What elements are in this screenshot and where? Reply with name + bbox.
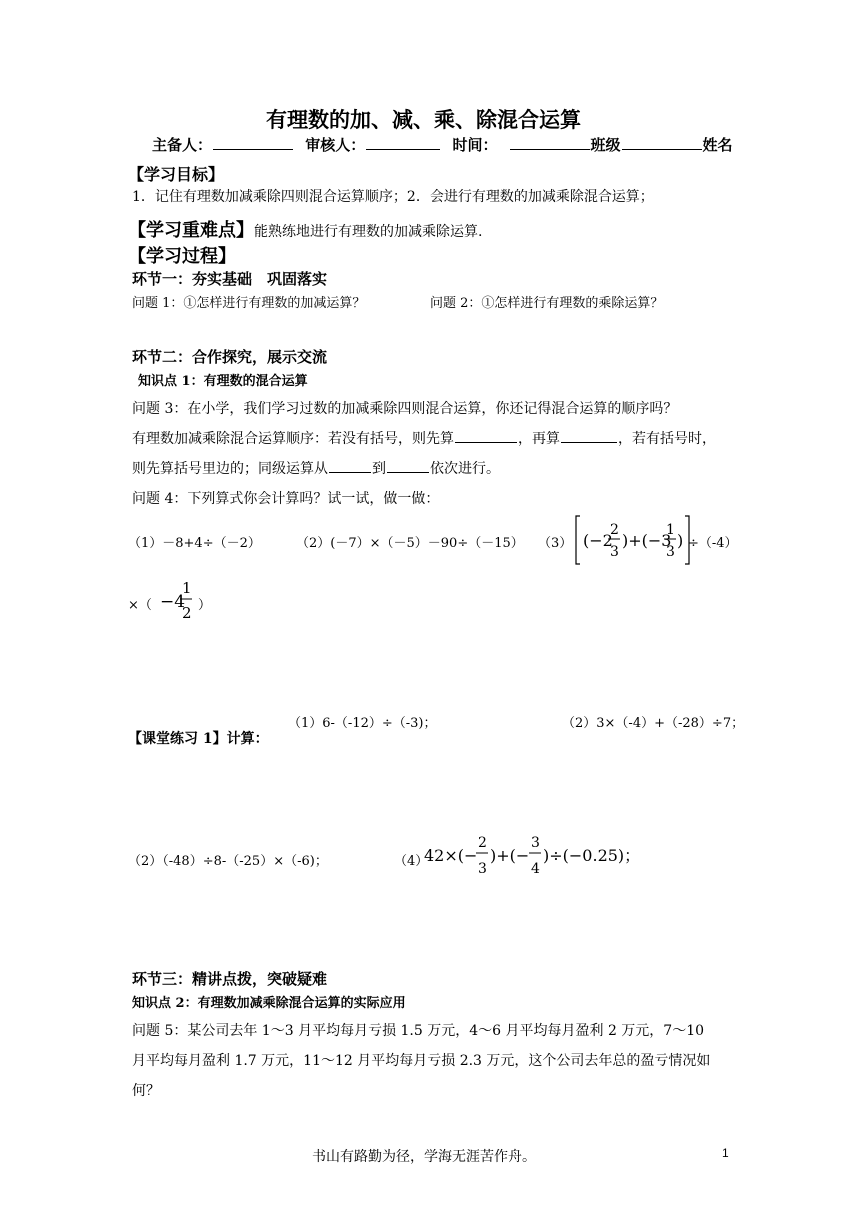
practice-heading: 【课堂练习 1】计算：	[128, 731, 269, 747]
key-points	[128, 216, 482, 242]
svg-text:42×(−: 42×(−	[424, 846, 478, 865]
order2-blank-1	[329, 458, 371, 473]
section2-heading: 环节二：合作探究，展示交流	[132, 348, 328, 366]
svg-text:)+(−3: )+(−3	[622, 531, 672, 550]
question-1: 问题 1：①怎样进行有理数的加减运算？	[132, 296, 366, 311]
ex3-open-paren: (−2	[583, 531, 613, 550]
question-3: 问题 3：在小学，我们学习过数的加减乘除四则混合运算，你还记得混合运算的顺序吗？	[132, 401, 678, 417]
key-points-text: 能熟练地进行有理数的加减乘除运算.	[254, 224, 483, 240]
order-rule-line2	[132, 458, 500, 478]
exercise-1: （1）－8+4÷（－2）	[128, 536, 261, 551]
svg-text:)÷(−0.25)；: )÷(−0.25)；	[543, 846, 641, 865]
practice-3: （2）（-48）÷8-（-25）×（-6)；	[128, 854, 328, 869]
knowledge-point-1: 知识点 1：有理数的混合运算	[138, 374, 308, 389]
section3-heading: 环节三：精讲点拨，突破疑难	[132, 970, 328, 988]
footer-motto: 书山有路勤为径，学海无涯苦作舟。	[312, 1149, 536, 1165]
order-text-c: ，若有括号时，	[618, 431, 716, 447]
svg-text:1: 1	[182, 579, 192, 597]
order2-text-a: 则先算括号里边的；同级运算从	[132, 461, 328, 477]
order-rule-line1	[132, 428, 716, 448]
knowledge-point-2: 知识点 2：有理数加减乘除混合运算的实际应用	[132, 996, 406, 1011]
order-blank-1	[455, 428, 517, 443]
exercise-3-formula	[574, 512, 694, 568]
reviewer-blank	[366, 135, 440, 150]
key-points-heading: 【学习重难点】	[128, 220, 254, 241]
page-title: 有理数的加、减、乘、除混合运算	[266, 107, 581, 132]
question-5-line1: 问题 5：某公司去年 1～3 月平均每月亏损 1.5 万元，4～6 月平均每月盈利 2 万元，7～10	[132, 1023, 705, 1039]
order-blank-2	[561, 428, 617, 443]
svg-text:1: 1	[666, 522, 675, 538]
time-blank	[510, 135, 590, 150]
name-label: 姓名	[702, 136, 733, 154]
practice-2: （2）3×（-4）+（-28）÷7；	[562, 716, 745, 731]
exercise-3-mixed-fraction	[160, 574, 196, 626]
order2-text-c: 依次进行。	[430, 461, 500, 477]
svg-text:4: 4	[531, 861, 540, 877]
question-5-line2: 月平均每月盈利 1.7 万元，11～12 月平均每月亏损 2.3 万元，这个公司去年总的盈亏情况如	[132, 1053, 711, 1069]
preparer-blank	[213, 135, 293, 150]
practice-4-formula	[424, 830, 641, 882]
svg-text:2: 2	[182, 604, 192, 622]
question-5-line3: 何？	[132, 1083, 160, 1099]
practice-4-label: （4）	[394, 854, 429, 869]
process-heading: 【学习过程】	[128, 246, 236, 267]
svg-text:3: 3	[610, 544, 619, 560]
exercise-2: （2）(－7）×（－5）－90÷（－15）	[296, 536, 524, 551]
class-blank	[622, 135, 702, 150]
time-label: 时间：	[452, 136, 498, 154]
question-4: 问题 4：下列算式你会计算吗？试一试，做一做：	[132, 491, 440, 507]
exercise-3-label: （3）	[538, 536, 573, 551]
order2-text-b: 到	[372, 461, 386, 477]
question-2: 问题 2：①怎样进行有理数的乘除运算？	[430, 296, 664, 311]
practice-1: （1）6-（-12）÷（-3)；	[288, 716, 437, 731]
exercise-3-times: ×（	[128, 598, 152, 613]
page-number: 1	[722, 1146, 729, 1160]
exercise-3-close: ）	[198, 598, 212, 613]
objectives-text: 1．记住有理数加减乘除四则混合运算顺序；2．会进行有理数的加减乘除混合运算；	[132, 189, 654, 205]
svg-text:3: 3	[666, 544, 675, 560]
reviewer-label: 审核人：	[305, 136, 366, 154]
svg-text:)+(−: )+(−	[490, 846, 530, 865]
exercise-3-tail: ÷（-4）	[688, 536, 738, 551]
order-text-a: 有理数加减乘除混合运算顺序：若没有括号，则先算	[132, 431, 454, 447]
class-label: 班级	[590, 136, 621, 154]
svg-text:): )	[677, 531, 684, 550]
svg-text:−4: −4	[160, 592, 186, 612]
svg-text:2: 2	[610, 522, 619, 538]
order2-blank-2	[387, 458, 429, 473]
section1-heading: 环节一：夯实基础 巩固落实	[132, 270, 328, 288]
preparer-label: 主备人：	[152, 136, 213, 154]
svg-text:3: 3	[531, 835, 540, 851]
svg-text:3: 3	[478, 861, 487, 877]
header-line	[152, 134, 733, 155]
order-text-b: ，再算	[518, 431, 560, 447]
objectives-heading: 【学习目标】	[128, 165, 225, 184]
svg-text:2: 2	[478, 835, 487, 851]
